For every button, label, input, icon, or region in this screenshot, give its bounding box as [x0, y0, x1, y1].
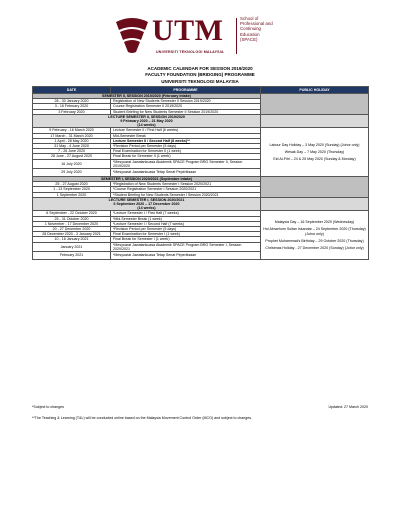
utm-logo — [112, 12, 282, 64]
column-header-date: DATE — [33, 87, 111, 94]
table-row: 17 March - 31 March 2020 Mid-Semester Break — [33, 133, 369, 138]
table-row: 16 July 2020 *Mesyuarat Jawatankuasa Akademik SPACE Program BRG Semester II, Session 2019/2020 — [33, 159, 369, 168]
table-row: 1 November - 17 December 2020 *Lecture Semester I / Second Half (7 weeks) — [33, 221, 369, 226]
holiday-cell-empty — [261, 177, 369, 198]
table-row: 28 - 30 January 2020 Registration of New Students Semester II Session 2019/2020 — [33, 99, 369, 104]
table-row: 25 - 31 October 2020 *Mid-Semester Break (1 week) — [33, 216, 369, 221]
table-row: 3 February 2020 Student Briefing for New Students Semester II Session 2019/2020 — [33, 109, 369, 114]
updated-date: Updated: 27 March 2020 — [328, 405, 368, 409]
column-header-programme: PROGRAMME — [111, 87, 261, 94]
table-row: 6 September - 22 October 2020 *Lecture Semester I / First Half (7 weeks) Malaysia Day – 16 September 2020 (Wednesday) Hol Almarhum Sultan Iskandar – 24 September 2020 (Thursday) (Johor only) Prophet Muhammad's Birthday – 29 October 2020 (Thursday) Christmas Holiday - 27 December 2020 (Sunday) (Johor only) — [33, 211, 369, 216]
table-row: 1 - 13 September 2020 *Course Registration Semester I Session 2020/2021 — [33, 187, 369, 192]
table-row: 20 - 27 December 2020 *Revision Period per Semester (5 days) — [33, 227, 369, 232]
table-row: 29 July 2020 *Mesyuarat Jawatankuasa Tetap Senat Peperiksaan — [33, 169, 369, 177]
table-row: February 2021 *Mesyuarat Jawatankuasa Tetap Senat Peperiksaan — [33, 252, 369, 260]
table-row: 31 May - 4 June 2020 *Revision Period per Semester (5 days) — [33, 144, 369, 149]
section-header-sem1: SEMESTER I, SESSION 2020/2021 (September intake) — [33, 177, 369, 182]
title-line: FACULTY FOUNDATION (BRIDGING) PROGRAMME — [145, 72, 255, 78]
footer-notes — [32, 405, 368, 409]
holiday-cell-empty — [261, 94, 369, 115]
section-header-lecture-sem2: LECTURE SEMESTER II, SESSION 2019/2020 9 February 2020 – 21 May 2020 (14 weeks) — [33, 114, 369, 128]
holiday-cell-sem1: Malaysia Day – 16 September 2020 (Wednesday) Hol Almarhum Sultan Iskandar – 24 September 2020 (Thursday) (Johor only) Prophet Muhammad's Birthday – 29 October 2020 (Thursday) Christmas Holiday - 27 December 2020 (Sunday) (Johor only) — [261, 211, 369, 260]
table-row: 9 February - 16 March 2020 Lecture Semester II / First Half (6 weeks) Labour Day Holiday – 3 May 2020 (Sunday) (Johor only) Wesak Day – 7 May 2020 (Thursday) Eid Al-Fitri – 24 & 25 May 2020 (Sunday & Monday) — [33, 128, 369, 133]
table-row: 1 April - 28 May 2020 Lecture Semester II / Second Half (8 weeks)** — [33, 138, 369, 143]
utm-crest-icon — [112, 16, 152, 56]
logo-wordmark: UTM — [152, 14, 224, 47]
table-row: 25 - 27 August 2020 *Registration of New Students Semester I Session 2020/2021 — [33, 182, 369, 187]
table-row: 7 - 26 June 2020 Final Examination for Semester II (1 week) — [33, 149, 369, 154]
logo-university-name: UNIVERSITI TEKNOLOGI MALAYSIA — [156, 50, 224, 54]
calendar-table — [32, 86, 369, 260]
section-header-lecture-sem1: LECTURE SEMESTER I, SESSION 2020/2021 6 September 2020 – 17 December 2020 (14 weeks) — [33, 197, 369, 211]
table-row: 3 - 16 February 2020 Course Registration Semester II 2019/2020 — [33, 104, 369, 109]
table-row: 1 September 2020 *Student Briefing for New Students Semester I Session 2020/2021 — [33, 192, 369, 197]
holiday-cell-sem2: Labour Day Holiday – 3 May 2020 (Sunday) (Johor only) Wesak Day – 7 May 2020 (Thursday) Eid Al-Fitri – 24 & 25 May 2020 (Sunday & Monday) — [261, 128, 369, 177]
document-titles — [0, 66, 400, 85]
title-line: UNIVERSITI TEKNOLOGI MALAYSIA — [161, 78, 239, 84]
table-row: 28 June - 27 August 2020 Final Break for Semester II (1 week) — [33, 154, 369, 159]
column-header-holiday: PUBLIC HOLIDAY — [261, 87, 369, 94]
footnote-tnl: **The Teaching & Learning (T&L) will be conducted online based on the Malaysia Movement Control Order (MCO) and subject to changes. — [32, 416, 253, 420]
footnote-subject-to-change: *Subject to changes — [32, 405, 64, 409]
title-line: ACADEMIC CALENDAR FOR SESSION 2019/2020 — [147, 66, 253, 71]
table-row: January 2021 *Mesyuarat Jawatankuasa Akademik SPACE Program BRG Semester I, Session 2020/2021 — [33, 242, 369, 251]
table-row: 28 December 2020 - 3 January 2021 Final Examination for Semester I (1 week) — [33, 232, 369, 237]
table-row: 10 - 16 January 2021 Final Break for Semester I (1 week) — [33, 237, 369, 242]
table-header-row — [33, 87, 369, 94]
school-name: School of Professional and Continuing Education (SPACE) — [240, 16, 273, 42]
logo-divider — [236, 18, 237, 54]
section-header-sem2: SEMESTER II, SESSION 2019/2020 (February intake) — [33, 94, 369, 99]
